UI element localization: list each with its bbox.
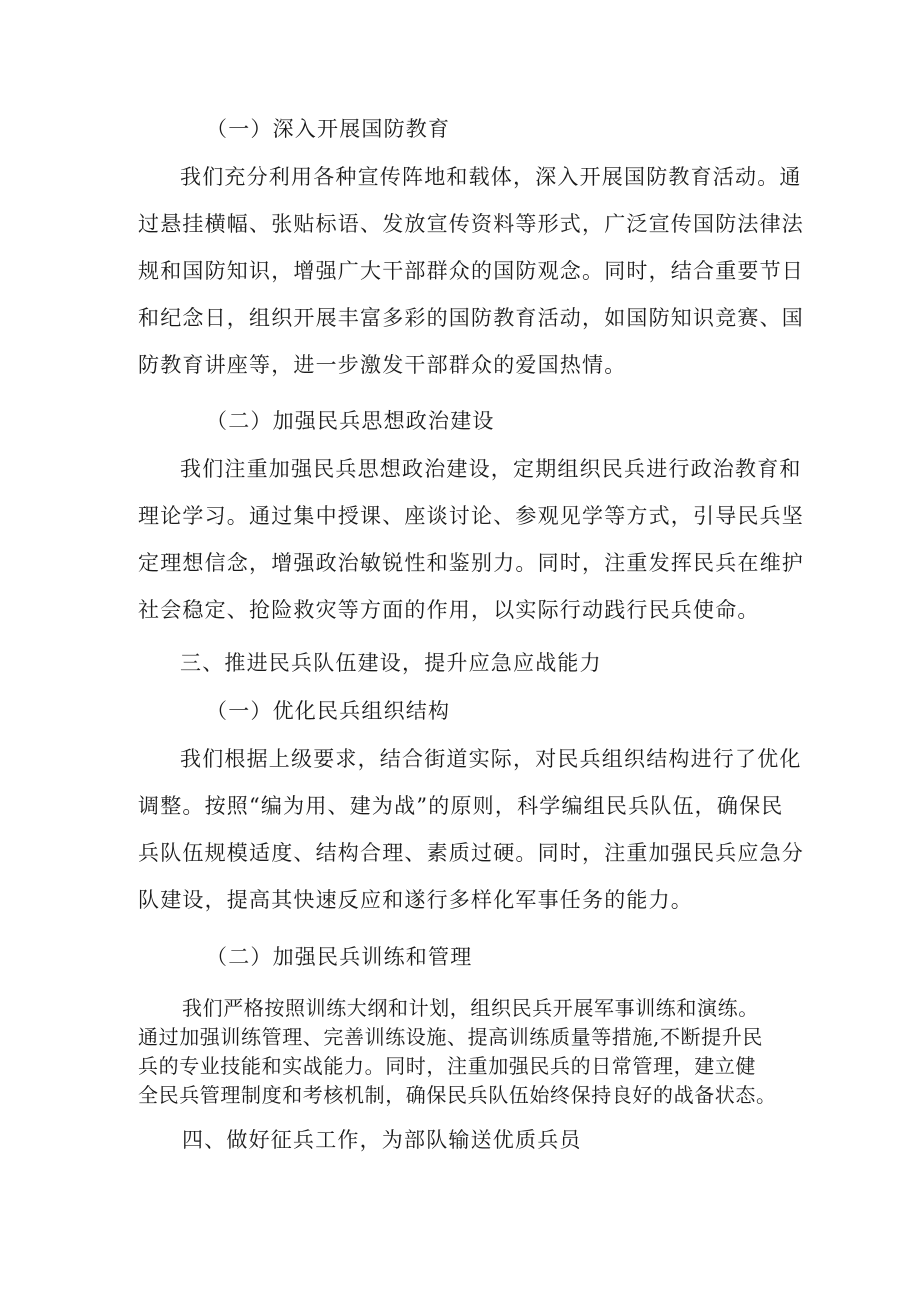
paragraph-militia-political-building-cont (138, 493, 804, 634)
paragraph-militia-political-building (180, 446, 802, 493)
section-heading-national-defense-education (206, 106, 450, 153)
section-heading-optimize-militia-structure (206, 688, 450, 735)
heading-text: （二）加强民兵训练和管理 (206, 945, 473, 969)
paragraph-militia-training-management (182, 994, 759, 1023)
paragraph-line: 防教育讲座等，进一步激发干部群众的爱国热情。 (138, 353, 627, 377)
section-heading-militia-political-building (206, 398, 495, 445)
paragraph-national-defense-education-cont (138, 201, 804, 389)
paragraph-line: 过悬挂横幅、张贴标语、发放宣传资料等形式，广泛宣传国防法律法 (138, 212, 804, 236)
paragraph-line: 社会稳定、抢险救灾等方面的作用，以实际行动践行民兵使命。 (138, 598, 760, 622)
chapter-heading-militia-team-building (180, 640, 602, 687)
paragraph-national-defense-education (180, 154, 802, 201)
heading-text: （一）深入开展国防教育 (206, 117, 451, 141)
paragraph-optimize-militia-structure-cont (138, 783, 804, 924)
paragraph-line: 兵队伍规模适度、结构合理、素质过硬。同时，注重加强民兵应急分 (138, 841, 804, 865)
heading-text: 三、推进民兵队伍建设，提升应急应战能力 (180, 651, 602, 675)
paragraph-line: 全民兵管理制度和考核机制，确保民兵队伍始终保持良好的战备状态。 (138, 1083, 777, 1107)
paragraph-militia-training-management-cont (138, 1023, 777, 1110)
paragraph-line: 队建设，提高其快速反应和遂行多样化军事任务的能力。 (138, 888, 693, 912)
paragraph-line: 和纪念日，组织开展丰富多彩的国防教育活动，如国防知识竞赛、国 (138, 306, 804, 330)
paragraph-line: 我们根据上级要求，结合街道实际，对民兵组织结构进行了优化 (180, 747, 802, 771)
paragraph-optimize-militia-structure (180, 736, 802, 783)
paragraph-line: 兵的专业技能和实战能力。同时，注重加强民兵的日常管理，建立健 (138, 1054, 756, 1078)
paragraph-line: 理论学习。通过集中授课、座谈讨论、参观见学等方式，引导民兵坚 (138, 504, 804, 528)
paragraph-line: 我们充分利用各种宣传阵地和载体，深入开展国防教育活动。通 (180, 165, 802, 189)
heading-text: （一）优化民兵组织结构 (206, 699, 451, 723)
paragraph-line: 通过加强训练管理、完善训练设施、提高训练质量等措施,不断提升民 (138, 1025, 763, 1049)
paragraph-line: 调整。按照“编为用、建为战”的原则，科学编组民兵队伍，确保民 (138, 794, 784, 818)
chapter-heading-conscription-work (182, 1117, 582, 1164)
paragraph-line: 规和国防知识，增强广大干部群众的国防观念。同时，结合重要节日 (138, 259, 804, 283)
paragraph-line: 我们注重加强民兵思想政治建设，定期组织民兵进行政治教育和 (180, 457, 802, 481)
paragraph-line: 定理想信念，增强政治敏锐性和鉴别力。同时，注重发挥民兵在维护 (138, 551, 804, 575)
heading-text: （二）加强民兵思想政治建设 (206, 409, 495, 433)
heading-text: 四、做好征兵工作，为部队输送优质兵员 (182, 1128, 582, 1152)
section-heading-militia-training-management (206, 934, 472, 981)
paragraph-line: 我们严格按照训练大纲和计划，组织民兵开展军事训练和演练。 (182, 996, 759, 1020)
